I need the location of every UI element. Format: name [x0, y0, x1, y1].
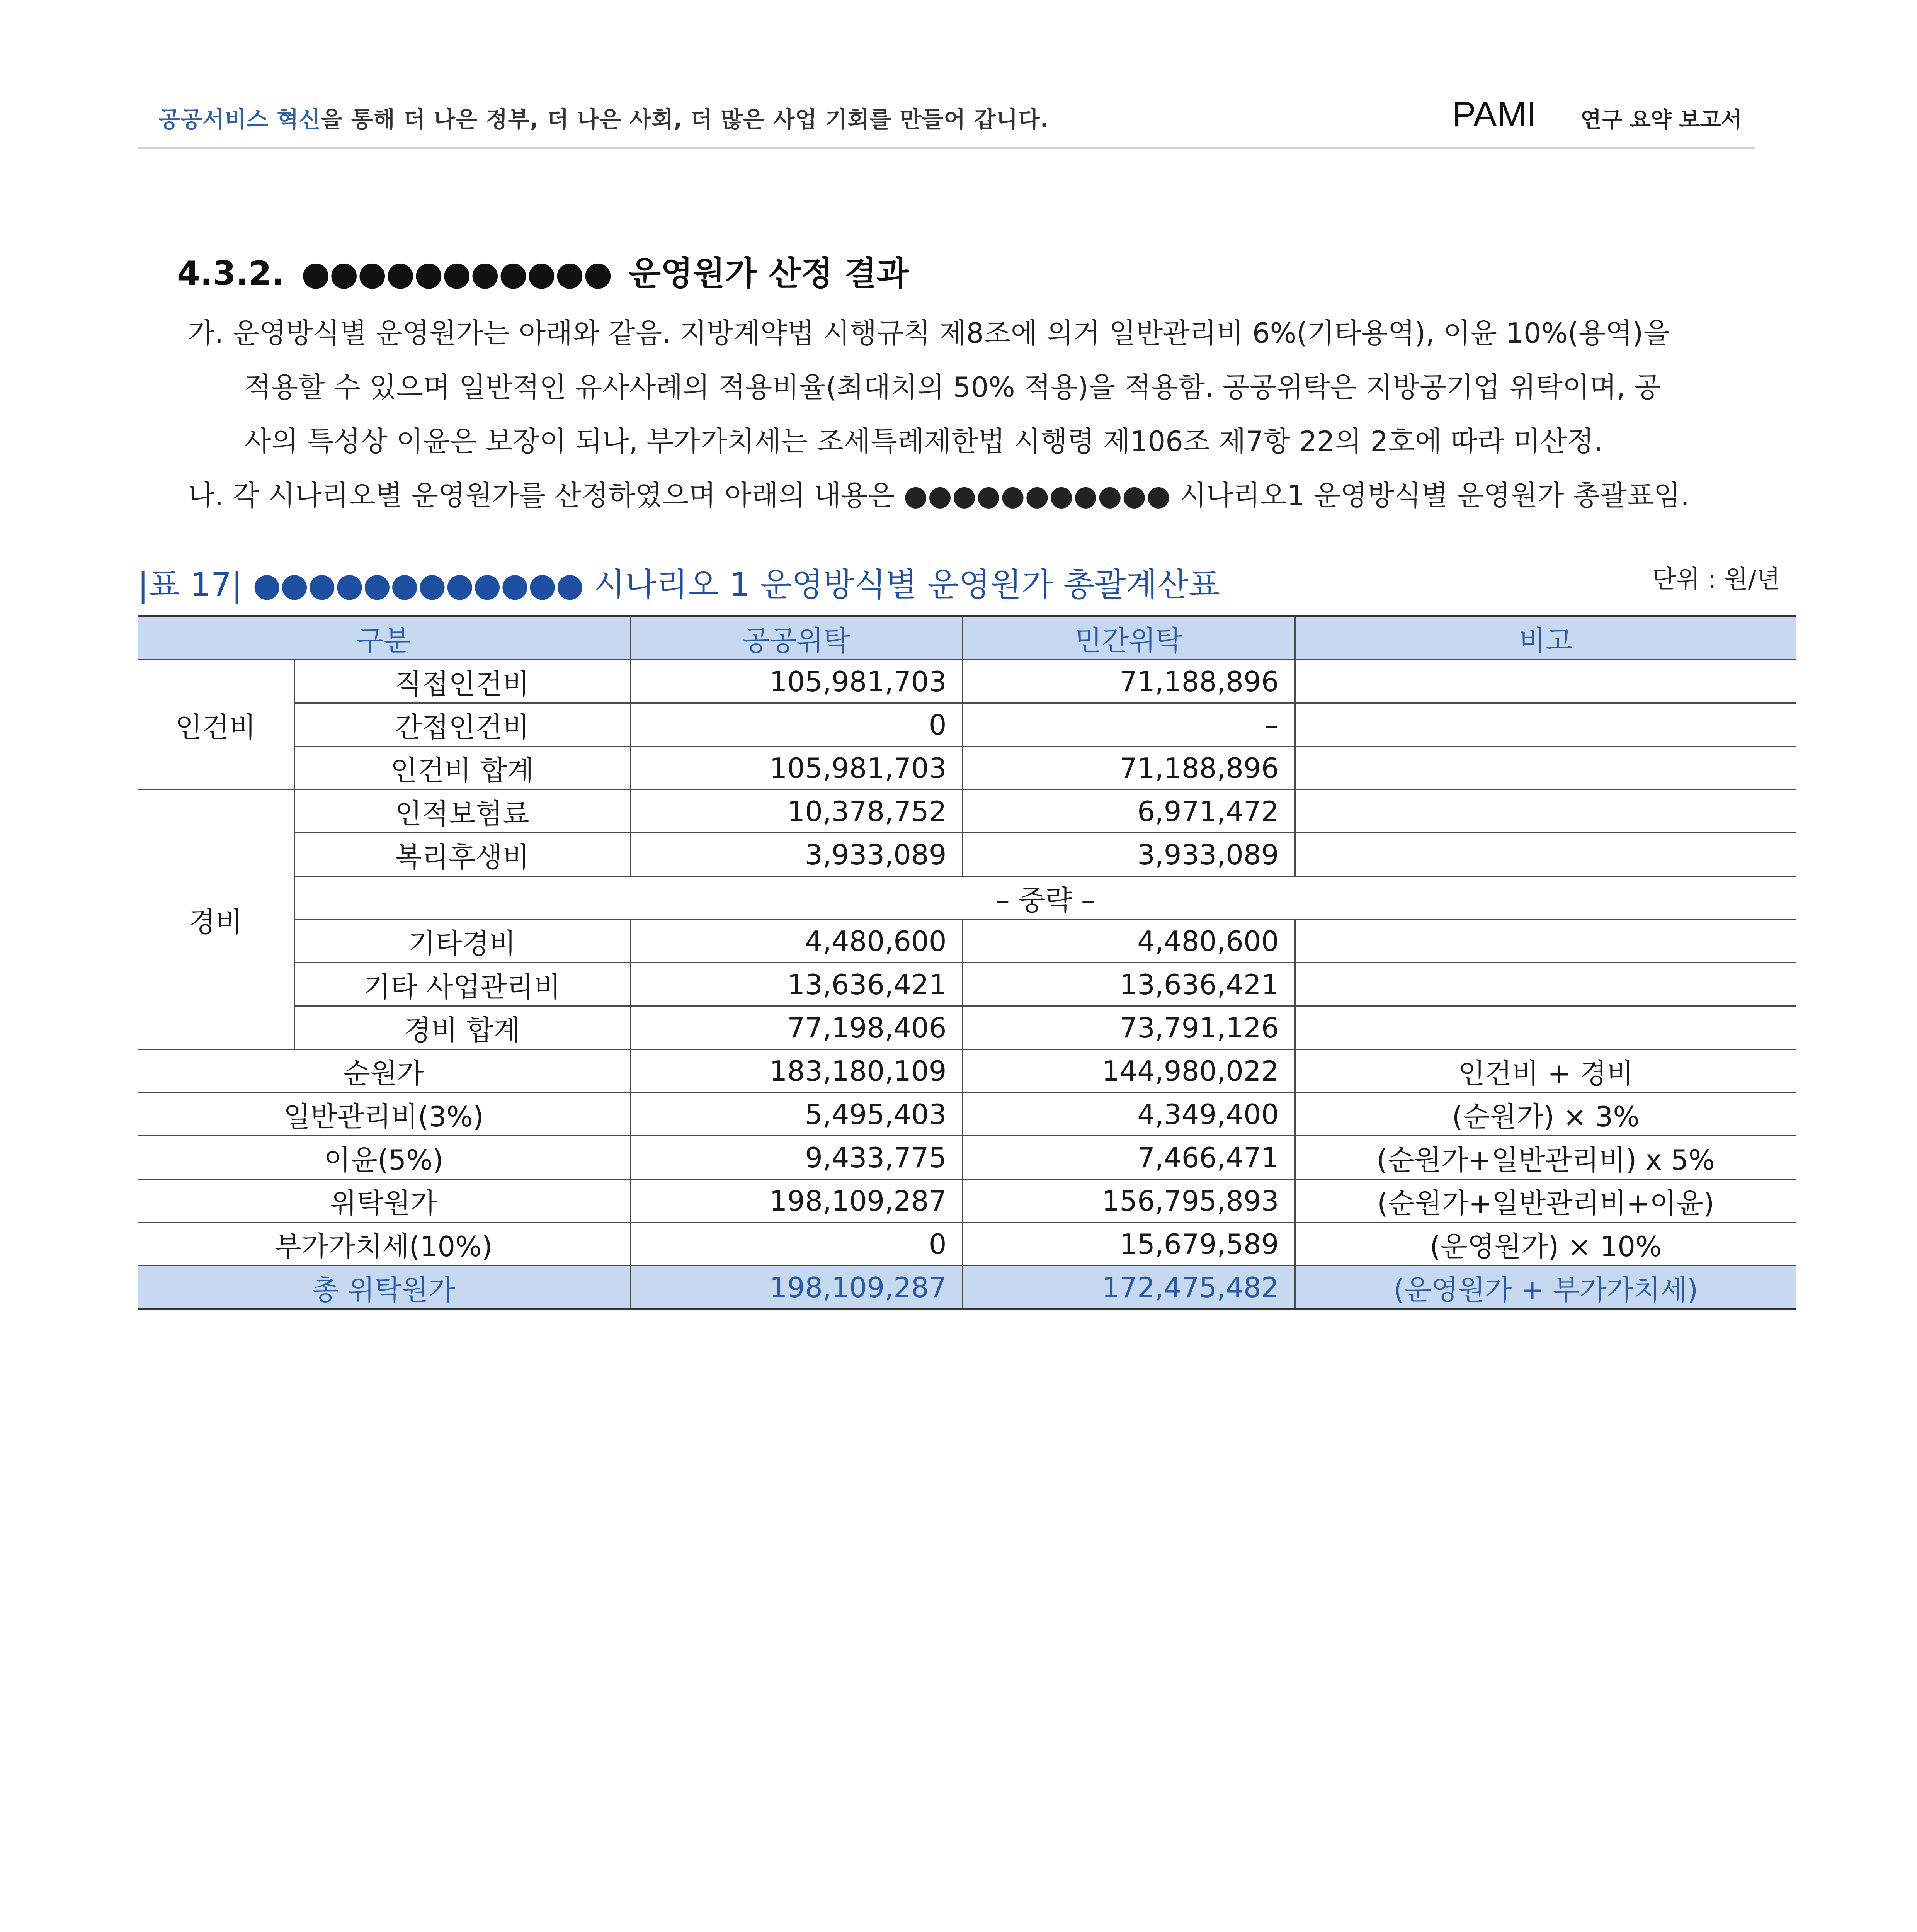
table-row	[138, 1223, 1796, 1266]
cell-public: 10,378,752	[630, 790, 963, 833]
cell-private: 144,980,022	[963, 1049, 1295, 1093]
table-row	[138, 1049, 1796, 1093]
cell-note: 인건비 + 경비	[1295, 1049, 1796, 1093]
cell-note: (운영원가) × 10%	[1295, 1223, 1796, 1266]
header-brand: PAMI	[1452, 95, 1537, 134]
group-label-expense: 경비	[138, 790, 294, 1049]
cell-note: (순원가) × 3%	[1295, 1093, 1796, 1136]
cell-note	[1295, 833, 1796, 876]
row-label: 일반관리비(3%)	[138, 1093, 630, 1136]
cell-public: 105,981,703	[630, 660, 963, 703]
cell-public: 4,480,600	[630, 920, 963, 963]
table-row	[138, 790, 1796, 833]
table-row	[138, 1006, 1796, 1049]
row-label: 인적보험료	[294, 790, 630, 833]
row-label: 부가가치세(10%)	[138, 1223, 630, 1266]
cell-note	[1295, 747, 1796, 790]
cell-note: (순원가+일반관리비) x 5%	[1295, 1136, 1796, 1179]
cost-summary-table	[138, 615, 1796, 1310]
table-row	[138, 833, 1796, 876]
section-number: 4.3.2.	[177, 254, 284, 293]
cell-private: 3,933,089	[963, 833, 1295, 876]
header-public: 공공위탁	[630, 616, 963, 660]
table-caption-prefix: |표 17|	[138, 566, 243, 604]
row-label: 경비 합계	[294, 1006, 630, 1049]
row-label: 순원가	[138, 1049, 630, 1093]
paragraph-ga-line2: 적용할 수 있으며 일반적인 유사사례의 적용비율(최대치의 50% 적용)을 적용함. 공공위탁은 지방공기업 위탁이며, 공	[244, 371, 1661, 403]
omitted-rows-marker: – 중략 –	[294, 876, 1796, 920]
row-label: 이윤(5%)	[138, 1136, 630, 1179]
row-label: 인건비 합계	[294, 747, 630, 790]
table-row	[138, 1179, 1796, 1223]
cell-public: 9,433,775	[630, 1136, 963, 1179]
header-divider	[138, 147, 1755, 149]
cell-private: 4,480,600	[963, 920, 1295, 963]
paragraph-ga-line3: 사의 특성상 이윤은 보장이 되나, 부가가치세는 조세특례제한법 시행령 제106조 제7항 22의 2호에 따라 미산정.	[244, 425, 1603, 457]
row-label: 기타 사업관리비	[294, 963, 630, 1006]
total-private: 172,475,482	[963, 1266, 1295, 1310]
table-row	[138, 1093, 1796, 1136]
table-row	[138, 920, 1796, 963]
header-slogan-accent: 공공서비스 혁신	[158, 106, 321, 133]
row-label: 간접인건비	[294, 703, 630, 747]
cell-note	[1295, 703, 1796, 747]
cell-private: 7,466,471	[963, 1136, 1295, 1179]
cell-private: 6,971,472	[963, 790, 1295, 833]
cell-private: 73,791,126	[963, 1006, 1295, 1049]
cell-public: 3,933,089	[630, 833, 963, 876]
header-report-type: 연구 요약 보고서	[1580, 107, 1742, 133]
table-row	[138, 747, 1796, 790]
row-label: 위탁원가	[138, 1179, 630, 1223]
header-private: 민간위탁	[963, 616, 1295, 660]
cell-private: –	[963, 703, 1295, 747]
cell-private: 156,795,893	[963, 1179, 1295, 1223]
group-label-labor: 인건비	[138, 660, 294, 790]
cell-private: 13,636,421	[963, 963, 1295, 1006]
table-row	[138, 963, 1796, 1006]
header-note: 비고	[1295, 616, 1796, 660]
section-title	[177, 247, 908, 294]
header-category: 구분	[138, 616, 630, 660]
table-caption	[138, 559, 1220, 605]
cell-note	[1295, 790, 1796, 833]
header-slogan	[158, 101, 1049, 134]
table-row-omitted	[138, 876, 1796, 920]
table-header-row	[138, 616, 1796, 660]
cell-public: 0	[630, 1223, 963, 1266]
cell-public: 105,981,703	[630, 747, 963, 790]
table-unit: 단위 : 원/년	[1652, 565, 1781, 594]
table-row	[138, 703, 1796, 747]
cell-private: 4,349,400	[963, 1093, 1295, 1136]
cell-private: 15,679,589	[963, 1223, 1295, 1266]
table-caption-masked: ●●●●●●●●●●●●	[253, 566, 583, 604]
section-title-text: 운영원가 산정 결과	[628, 254, 909, 293]
cell-public: 183,180,109	[630, 1049, 963, 1093]
cell-public: 13,636,421	[630, 963, 963, 1006]
cell-note	[1295, 920, 1796, 963]
cell-public: 5,495,403	[630, 1093, 963, 1136]
section-masked-text: ●●●●●●●●●●●	[301, 254, 612, 293]
cell-private: 71,188,896	[963, 660, 1295, 703]
cell-public: 198,109,287	[630, 1179, 963, 1223]
total-public: 198,109,287	[630, 1266, 963, 1310]
cell-note	[1295, 963, 1796, 1006]
cell-public: 0	[630, 703, 963, 747]
paragraph-na-line: 나. 각 시나리오별 운영원가를 산정하였으며 아래의 내용은 ●●●●●●●●●●● 시나리오1 운영방식별 운영원가 총괄표임.	[188, 479, 1690, 512]
table-row	[138, 1136, 1796, 1179]
cell-note	[1295, 660, 1796, 703]
table-row	[138, 660, 1796, 703]
table-caption-title: 시나리오 1 운영방식별 운영원가 총괄계산표	[594, 566, 1220, 604]
cell-public: 77,198,406	[630, 1006, 963, 1049]
cell-note	[1295, 1006, 1796, 1049]
row-label: 직접인건비	[294, 660, 630, 703]
row-label: 기타경비	[294, 920, 630, 963]
header-slogan-rest: 을 통해 더 나은 정부, 더 나은 사회, 더 많은 사업 기회를 만들어 갑니다.	[321, 106, 1049, 133]
table-total-row	[138, 1266, 1796, 1310]
total-label: 총 위탁원가	[138, 1266, 630, 1310]
cell-note: (순원가+일반관리비+이윤)	[1295, 1179, 1796, 1223]
row-label: 복리후생비	[294, 833, 630, 876]
cell-private: 71,188,896	[963, 747, 1295, 790]
total-note: (운영원가 + 부가가치세)	[1295, 1266, 1796, 1310]
paragraph-ga-line1: 가. 운영방식별 운영원가는 아래와 같음. 지방계약법 시행규칙 제8조에 의거 일반관리비 6%(기타용역), 이윤 10%(용역)을	[188, 317, 1670, 349]
